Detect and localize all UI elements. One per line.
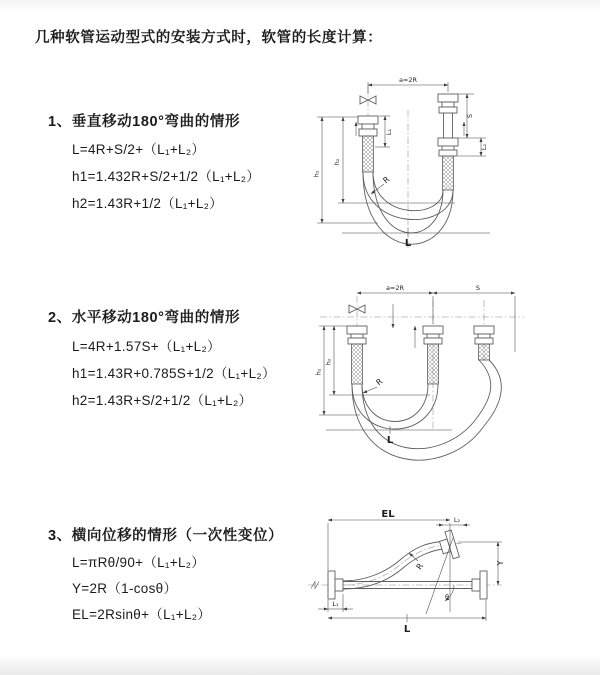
diagram-horizontal-180-bend (312, 280, 592, 450)
dim-label-l2: L₂ (453, 516, 461, 524)
dimension-l1 (318, 594, 353, 612)
dim-label-l2: L₂ (480, 143, 488, 151)
dim-label-l1: L₁ (332, 600, 339, 608)
dimension-s (458, 94, 486, 138)
middle-pipe-fitting (423, 326, 443, 384)
movement-arrows (393, 304, 415, 348)
section-3-formula-EL: EL=2Rsinθ+（L₁+L₂） (72, 607, 212, 622)
right-pipe-fitting (474, 326, 494, 360)
section-2-formula-h1: h1=1.43R+0.785S+1/2（L₁+L₂） (72, 366, 276, 381)
left-pipe-fitting (358, 116, 378, 172)
dimension-l2 (458, 138, 488, 156)
section-3-heading: 3、横向位移的情形（一次性变位） (48, 528, 284, 544)
radius-leader (409, 553, 425, 571)
dimension-h2 (319, 326, 430, 395)
dimension-l2 (436, 516, 470, 525)
hose-curves (352, 360, 501, 460)
left-pipe-fitting (347, 326, 367, 384)
section-2-formula-L: L=4R+1.57S+（L₁+L₂） (72, 339, 221, 354)
centerlines (320, 296, 524, 430)
section-1-formula-L: L=4R+S/2+（L₁+L₂） (72, 142, 206, 157)
section-3-formula-L: L=πRθ/90+（L₁+L₂） (72, 555, 206, 570)
dimension-l-total (328, 600, 486, 635)
radius-label: R (381, 174, 392, 186)
dim-label-a2r: a=2R (398, 76, 418, 84)
dimension-el (328, 509, 450, 612)
radius-label: R (414, 561, 426, 572)
right-pipe-fitting (438, 94, 458, 190)
section-1-heading: 1、垂直移动180°弯曲的情形 (48, 114, 241, 130)
dim-label-h2: h₂ (333, 158, 341, 166)
dimension-a2r (368, 76, 448, 94)
dim-label-a2r: a=2R (385, 284, 405, 292)
dim-label-h2: h₂ (324, 358, 333, 366)
dim-label-l1: L₁ (385, 128, 393, 136)
page-title: 几种软管运动型式的安装方式时，软管的长度计算： (35, 30, 383, 46)
dim-label-h1: h₁ (312, 170, 321, 178)
left-flange (328, 571, 343, 599)
dim-label-l: L (404, 238, 412, 249)
section-2-formula-h2: h2=1.43R+S/2+1/2（L₁+L₂） (72, 393, 253, 408)
radius-label: R (374, 376, 385, 388)
centerlines (368, 86, 408, 248)
dim-label-el: EL (381, 509, 395, 520)
dim-label-l: L (403, 624, 411, 635)
dim-label-y: Y (496, 560, 505, 566)
diagram-vertical-180-bend (312, 70, 572, 255)
section-1-formula-h1: h1=1.432R+S/2+1/2（L₁+L₂） (72, 169, 261, 184)
dim-label-l: L (386, 435, 394, 446)
dimension-l-total (342, 228, 490, 249)
angle-label-theta: θ (445, 593, 449, 601)
section-1-formula-h2: h2=1.43R+1/2（L₁+L₂） (72, 196, 223, 211)
dim-label-s: S (475, 284, 481, 292)
radius-leader (363, 377, 385, 393)
dimension-s (433, 284, 515, 293)
diagram-lateral-displacement (300, 502, 600, 642)
right-lower-flange (472, 571, 487, 599)
dim-label-h1: h₁ (314, 368, 323, 376)
dim-label-s: S (466, 113, 474, 119)
upper-right-flange (437, 530, 459, 561)
section-3-formula-Y: Y=2R（1-cosθ） (72, 581, 178, 596)
section-2-heading: 2、水平移动180°弯曲的情形 (48, 310, 241, 326)
